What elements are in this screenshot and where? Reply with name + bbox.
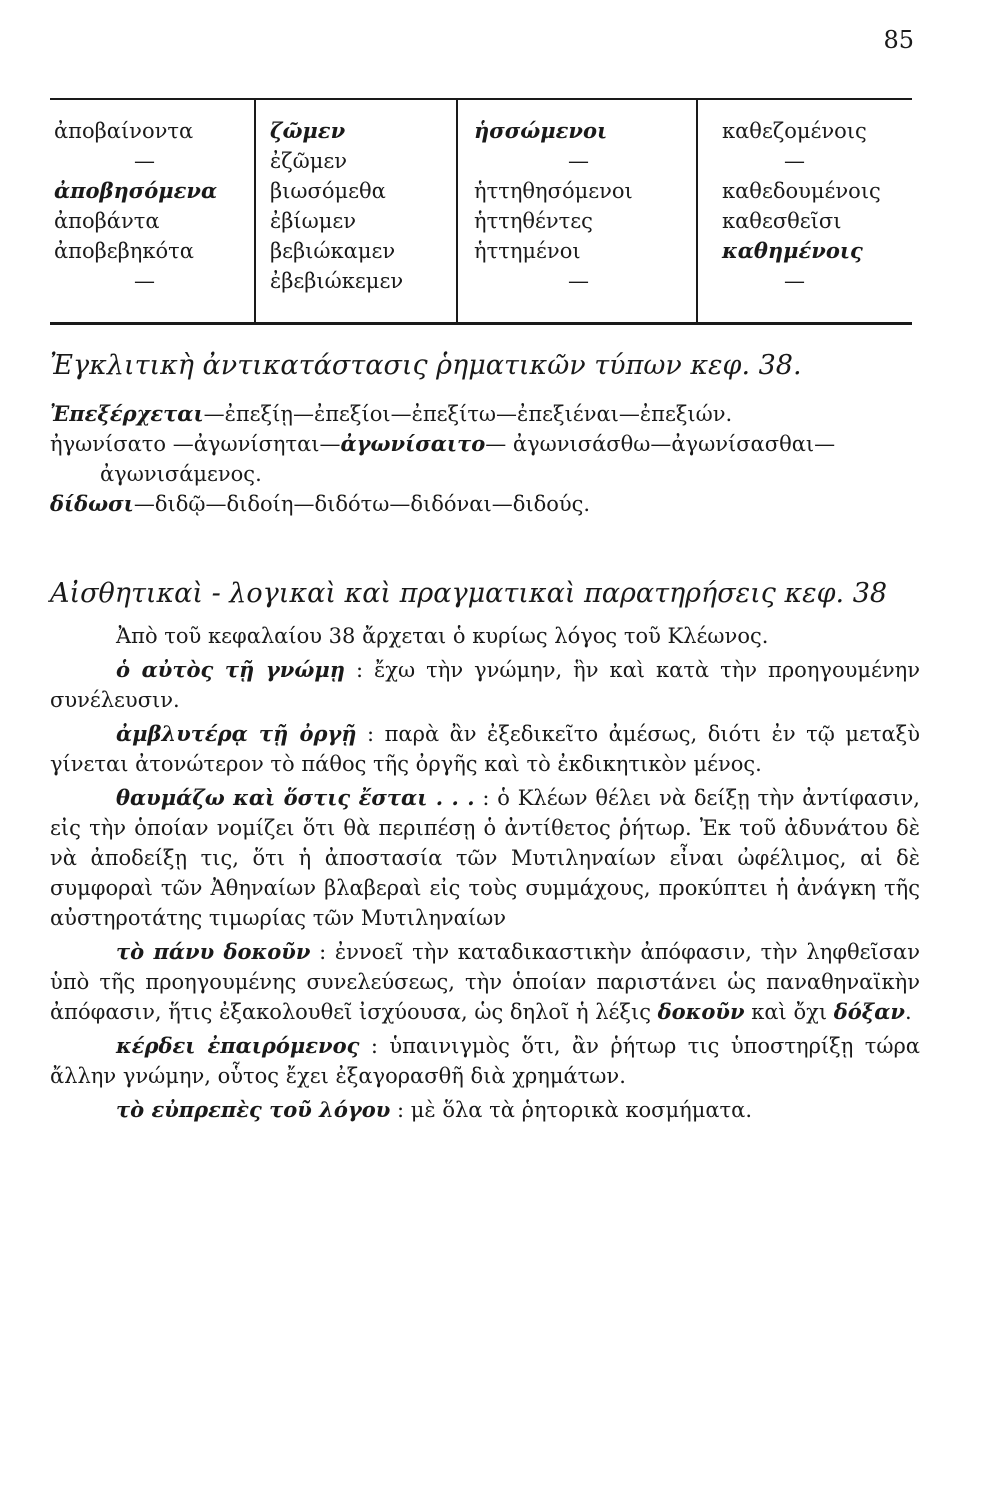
table-cell: βεβιώκαμεν <box>270 239 396 263</box>
note-sep: : <box>359 1034 390 1058</box>
section-heading: Αἰσθητικαὶ - λογικαὶ καὶ πραγματικαὶ παρατηρήσεις κεφ. 38 <box>50 578 888 609</box>
table-cell: ἡττηθέντες <box>474 209 593 233</box>
note-term: θαυμάζω καὶ ὅστις ἔσται . . . <box>116 785 475 810</box>
table-cell: καθεδουμένοις <box>722 179 881 203</box>
table-cell: καθημένοις <box>722 238 863 263</box>
note-sep: : <box>310 940 335 964</box>
section-observations <box>50 578 920 1125</box>
table-cell: — <box>134 149 155 173</box>
section-enclitic <box>50 350 920 519</box>
table-cell: — <box>784 269 805 293</box>
note-term: ὁ αὐτὸς τῇ γνώμῃ <box>116 657 345 682</box>
table-cell: ἀποβησόμενα <box>54 178 218 203</box>
table-cell: — <box>784 149 805 173</box>
line-text: —ἐπεξίῃ—ἐπεξίοι—ἐπεξίτω—ἐπεξιέναι—ἐπεξιών. <box>203 402 733 426</box>
table-cell: ἀποβεβηκότα <box>54 239 194 263</box>
note-term: τὸ εὐπρεπὲς τοῦ λόγου <box>116 1097 391 1122</box>
line-text: —διδῷ—διδοίη—διδότω—διδόναι—διδούς. <box>133 492 591 516</box>
table-cell: ἐβίωμεν <box>270 209 357 233</box>
table-cell: — <box>568 149 589 173</box>
section-heading: Ἐγκλιτικὴ ἀντικατάστασις ῥηματικῶν τύπων κεφ. 38. <box>50 350 802 381</box>
note-sep: : <box>474 786 498 810</box>
note-term: δόξαν <box>833 999 905 1024</box>
note-paragraph <box>50 1031 920 1091</box>
note-text: καὶ ὄχι <box>744 1000 834 1024</box>
table-cell: ἐζῶμεν <box>270 149 348 173</box>
table-column-1 <box>50 100 254 322</box>
intro-line: Ἀπὸ τοῦ κεφαλαίου 38 ἄρχεται ὁ κυρίως λόγος τοῦ Κλέωνος. <box>116 624 769 648</box>
page-number: 85 <box>883 26 914 54</box>
table-cell: καθεσθεῖσι <box>722 209 842 233</box>
table-cell: — <box>568 269 589 293</box>
table-cell: βιωσόμεθα <box>270 179 386 203</box>
note-sep: : <box>344 658 375 682</box>
table-column-2 <box>254 100 456 322</box>
note-text: ἔχω τὴν γνώμην, ἣν καὶ κατὰ τὴν προηγουμένην συνέλευσιν. <box>50 658 921 712</box>
table-column-3 <box>456 100 696 322</box>
table-cell: — <box>134 269 155 293</box>
note-paragraph <box>50 1095 920 1125</box>
note-paragraph <box>50 937 920 1027</box>
bold-term: δίδωσι <box>50 491 134 516</box>
bold-term: ἀγωνίσαιτο <box>340 431 486 456</box>
text-line <box>50 489 920 519</box>
note-sep: : <box>356 722 385 746</box>
table-cell: ζῶμεν <box>270 118 346 143</box>
table-cell: ἡττημένοι <box>474 239 581 263</box>
note-text: ὑπαινιγμὸς ὅτι, ἂν ῥήτωρ τις ὑποστηρίξῃ τώρα ἄλλην γνώμην, οὗτος ἔχει ἐξαγορασθῆ διὰ χρημάτων. <box>50 1034 920 1088</box>
note-text: . <box>904 1000 912 1024</box>
table-cell: ἡσσώμενοι <box>474 118 608 143</box>
note-term: κέρδει ἐπαιρόμενος <box>116 1033 360 1058</box>
note-text: ἐννοεῖ τὴν καταδικαστικὴν ἀπόφασιν, τὴν ληφθεῖσαν ὑπὸ τῆς προηγουμένης συνελεύσεως, τὴν ὁποίαν παριστάνει ὡς παναθηναϊκὴν ἀπόφασιν, ἥτις ἐξακολουθεῖ ἰσχύουσα, ὡς δηλοῖ ἡ λέξις <box>50 940 920 1024</box>
table-cell: ἀποβαίνοντα <box>54 119 194 143</box>
text-line: ἀγωνισάμενος. <box>100 462 262 486</box>
text-line <box>50 399 920 429</box>
note-paragraph <box>50 783 920 933</box>
note-term: δοκοῦν <box>657 999 745 1024</box>
table-cell: ἡττηθησόμενοι <box>474 179 633 203</box>
text-line <box>50 429 920 459</box>
note-paragraph <box>50 655 920 715</box>
note-paragraph <box>50 719 920 779</box>
line-text: — ἀγωνισάσθω—ἀγωνίσασθαι— <box>485 432 836 456</box>
note-term: τὸ πάνυ δοκοῦν <box>116 939 311 964</box>
note-text: ὁ Κλέων θέλει νὰ δείξῃ τὴν ἀντίφασιν, εἰς τὴν ὁποίαν νομίζει ὅτι θὰ περιπέσῃ ὁ ἀντίθετος ῥήτωρ. Ἐκ τοῦ ἀδυνάτου δὲ νὰ ἀποδείξῃ τις, ὅτι ἡ ἀποστασία τῶν Μυτιληναίων εἶναι ὠφέλιμος, αἱ δὲ συμφοραὶ τῶν Ἀθηναίων βλαβεραὶ εἰς τοὺς συμμάχους, προκύπτει ἡ ἀνάγκη τῆς αὐστηροτάτης τιμωρίας τῶν Μυτιληναίων <box>50 786 920 930</box>
conjugation-table <box>50 98 912 325</box>
table-cell: ἀποβάντα <box>54 209 160 233</box>
table-cell: ἐβεβιώκεμεν <box>270 269 404 293</box>
table-column-4 <box>696 100 912 322</box>
note-term: ἀμβλυτέρᾳ τῇ ὀργῇ <box>116 721 357 746</box>
bold-term: Ἐπεξέρχεται <box>50 401 204 426</box>
note-text: παρὰ ἂν ἐξεδικεῖτο ἀμέσως, διότι ἐν τῷ μεταξὺ γίνεται ἀτονώτερον τὸ πάθος τῆς ὀργῆς καὶ τὸ ἐκδικητικὸν μένος. <box>50 722 920 776</box>
note-text: μὲ ὅλα τὰ ῥητορικὰ κοσμήματα. <box>410 1098 753 1122</box>
note-sep: : <box>390 1098 411 1122</box>
table-cell: καθεζομένοις <box>722 119 867 143</box>
line-text: ἠγωνίσατο —ἀγωνίσηται— <box>50 432 341 456</box>
